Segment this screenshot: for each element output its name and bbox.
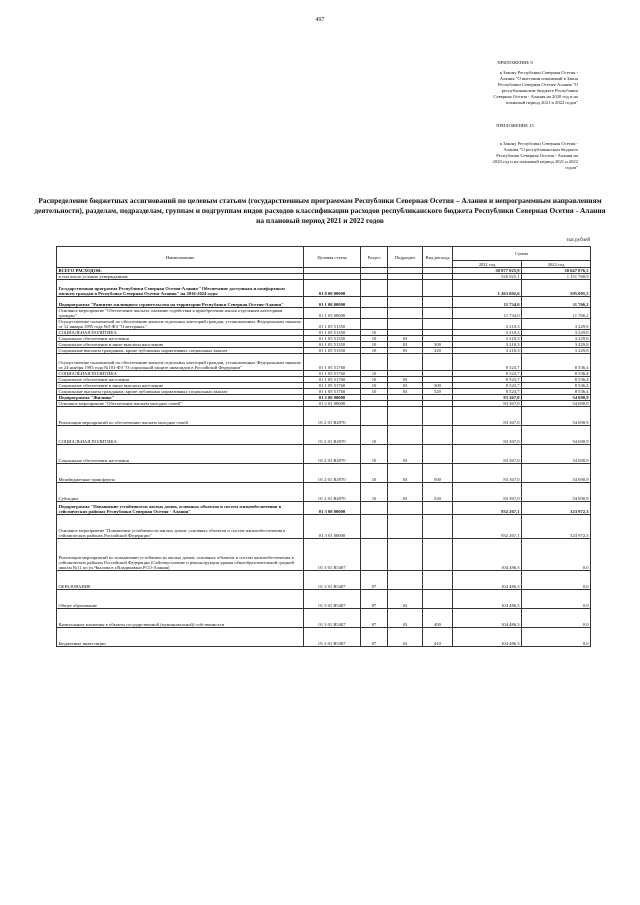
row-subsection: 02 bbox=[388, 609, 423, 628]
table-row bbox=[57, 348, 591, 354]
row-name: Общее образование bbox=[57, 590, 304, 609]
row-section: 10 bbox=[361, 483, 388, 502]
row-sum-2022: 3 229,8 bbox=[522, 330, 591, 336]
row-sum-2021: 3 210,3 bbox=[453, 348, 522, 354]
appendix-8-line: Алания "О внесении изменений в Закон bbox=[499, 76, 578, 81]
row-section: 10 bbox=[361, 426, 388, 445]
row-subsection bbox=[388, 308, 423, 319]
row-sum-2022: 54 690,9 bbox=[522, 464, 591, 483]
table-row bbox=[57, 297, 591, 308]
row-sum-2022: 54 690,9 bbox=[522, 483, 591, 502]
row-target-article: 01 3 01 R5407 bbox=[304, 571, 361, 590]
row-sum-2022: 0,0 bbox=[522, 609, 591, 628]
row-sum-2022: 0,0 bbox=[522, 571, 591, 590]
appendix-15-line: к Закону Республики Северная Осетия - bbox=[499, 141, 578, 146]
row-sum-2021: 932 267,1 bbox=[453, 502, 522, 515]
row-name: Социальное обеспечение населения bbox=[57, 377, 304, 383]
row-name: Подпрограмма "Развитие жилищного строительства на территории Республики Северная Осетия-Алания" bbox=[57, 297, 304, 308]
row-target-article: 01 1 05 51350 bbox=[304, 342, 361, 348]
row-sum-2022: 54 690,9 bbox=[522, 407, 591, 426]
row-sum-2022: 595 005,5 bbox=[522, 280, 591, 297]
table-row bbox=[57, 407, 591, 426]
row-target-article: 01 2 00 00000 bbox=[304, 395, 361, 401]
row-target-article: 01 2 01 R4970 bbox=[304, 445, 361, 464]
row-name: СОЦИАЛЬНАЯ ПОЛИТИКА bbox=[57, 426, 304, 445]
row-name: СОЦИАЛЬНАЯ ПОЛИТИКА bbox=[57, 330, 304, 336]
row-name: Подпрограмма "Жилище" bbox=[57, 395, 304, 401]
row-sum-2021: 8 523,7 bbox=[453, 354, 522, 371]
row-subsection: 02 bbox=[388, 628, 423, 647]
row-section: 10 bbox=[361, 348, 388, 354]
row-subsection: 03 bbox=[388, 483, 423, 502]
row-target-article: 01 1 05 51760 bbox=[304, 371, 361, 377]
row-sum-2022: 1 151 768,9 bbox=[522, 274, 591, 280]
row-subsection bbox=[388, 515, 423, 539]
row-name: Субсидии bbox=[57, 483, 304, 502]
row-sum-2021: 3 210,3 bbox=[453, 319, 522, 330]
row-sum-2022: 0,0 bbox=[522, 628, 591, 647]
row-subsection bbox=[388, 319, 423, 330]
row-sum-2021: 104 486,3 bbox=[453, 590, 522, 609]
row-expense-type: 410 bbox=[423, 628, 453, 647]
row-sum-2022: 3 229,8 bbox=[522, 342, 591, 348]
row-target-article: 01 1 05 51760 bbox=[304, 377, 361, 383]
row-section: 10 bbox=[361, 389, 388, 395]
row-name: Основное мероприятие "Обеспечение жильем молодых семей" bbox=[57, 401, 304, 407]
row-subsection: 03 bbox=[388, 336, 423, 342]
row-target-article: 01 1 05 51760 bbox=[304, 354, 361, 371]
table-row bbox=[57, 502, 591, 515]
row-section: 10 bbox=[361, 371, 388, 377]
row-expense-type bbox=[423, 502, 453, 515]
row-section bbox=[361, 354, 388, 371]
row-sum-2021: 83 367,0 bbox=[453, 426, 522, 445]
row-name: Социальное обеспечение населения bbox=[57, 445, 304, 464]
row-name: Осуществление полномочий по обеспечению жильем отдельных категорий граждан, установленных Федеральным законом от 24 ноября 1995 года №181-ФЗ "О социальной защите инвалидов в Российской Федерации" bbox=[57, 354, 304, 371]
row-name: Реализация мероприятий по повышению устойчивости жилых домов, основных объектов и систем жизнеобеспечения в сейсмических районах Российской Федерации (Сейсмоусиление и реконструкция здания общеобразовательной средней школы №11 по ул.Чкалова в г.Владикавказ РСО-Алания) bbox=[57, 539, 304, 571]
row-section bbox=[361, 539, 388, 571]
row-name: Подпрограмма "Повышение устойчивости жилых домов, основных объектов и систем жизнеобеспечения в сейсмических районах Республики Северная Осетия - Алания" bbox=[57, 502, 304, 515]
table-row bbox=[57, 609, 591, 628]
row-subsection: 03 bbox=[388, 383, 423, 389]
appendix-8-title: ПРИЛОЖЕНИЕ 8 bbox=[497, 60, 533, 65]
row-section bbox=[361, 319, 388, 330]
row-target-article: 01 2 01 R4970 bbox=[304, 407, 361, 426]
table-row bbox=[57, 590, 591, 609]
row-section: 07 bbox=[361, 590, 388, 609]
row-sum-2022: 3 229,8 bbox=[522, 336, 591, 342]
row-target-article: 01 3 01 R5407 bbox=[304, 590, 361, 609]
row-name: Социальное обеспечение и иные выплаты населению bbox=[57, 342, 304, 348]
row-name: Государственная программа Республики Северная Осетия-Алания "Обеспечение доступным и комфортным жильем граждан в Республике Северная Осетия-Алания" на 2016-2024 годы bbox=[57, 280, 304, 297]
row-section: 10 bbox=[361, 336, 388, 342]
row-sum-2021: 104 486,3 bbox=[453, 628, 522, 647]
row-target-article: 01 3 01 R5407 bbox=[304, 609, 361, 628]
row-target-article: 01 2 01 R4970 bbox=[304, 483, 361, 502]
row-sum-2021: 8 523,7 bbox=[453, 371, 522, 377]
appendix-8-line: республиканском бюджете Республики bbox=[501, 88, 578, 93]
row-sum-2022: 0,0 bbox=[522, 590, 591, 609]
row-subsection bbox=[388, 280, 423, 297]
row-sum-2021: 83 367,0 bbox=[453, 464, 522, 483]
header-year-2022: 2022 год bbox=[522, 261, 591, 268]
table-row bbox=[57, 539, 591, 571]
row-expense-type: 400 bbox=[423, 609, 453, 628]
row-section: 07 bbox=[361, 571, 388, 590]
row-name: в том числе условно утвержденные bbox=[57, 274, 304, 280]
row-section: 10 bbox=[361, 383, 388, 389]
row-sum-2022: 30 647 876,5 bbox=[522, 268, 591, 274]
row-subsection: 03 bbox=[388, 445, 423, 464]
table-row bbox=[57, 383, 591, 389]
row-target-article: 01 1 05 51350 bbox=[304, 348, 361, 354]
row-name: Социальное обеспечение и иные выплаты населению bbox=[57, 383, 304, 389]
row-sum-2022: 8 536,4 bbox=[522, 354, 591, 371]
row-sum-2021: 8 523,7 bbox=[453, 389, 522, 395]
page-number: 497 bbox=[315, 17, 325, 23]
row-subsection bbox=[388, 539, 423, 571]
row-sum-2022: 0,0 bbox=[522, 539, 591, 571]
row-sum-2022: 54 690,9 bbox=[522, 426, 591, 445]
row-name: Реализация мероприятий по обеспечению жильем молодых семей bbox=[57, 407, 304, 426]
row-sum-2022: 323 972,3 bbox=[522, 502, 591, 515]
row-sum-2022: 323 972,3 bbox=[522, 515, 591, 539]
row-expense-type bbox=[423, 539, 453, 571]
row-expense-type: 300 bbox=[423, 383, 453, 389]
row-subsection bbox=[388, 502, 423, 515]
row-target-article: 01 2 01 R4970 bbox=[304, 464, 361, 483]
row-sum-2022: 8 536,4 bbox=[522, 389, 591, 395]
unit-label: тыс.рублей bbox=[566, 238, 590, 243]
row-name: СОЦИАЛЬНАЯ ПОЛИТИКА bbox=[57, 371, 304, 377]
row-name: ОБРАЗОВАНИЕ bbox=[57, 571, 304, 590]
appendix-8-line: плановый период 2021 и 2022 годов" bbox=[505, 100, 578, 105]
row-target-article: 01 3 00 00000 bbox=[304, 502, 361, 515]
row-sum-2021: 104 486,3 bbox=[453, 609, 522, 628]
appendix-15-line: Республики Северная Осетия - Алания на bbox=[496, 153, 578, 158]
row-subsection: 03 bbox=[388, 348, 423, 354]
row-expense-type bbox=[423, 426, 453, 445]
row-sum-2022: 54 690,9 bbox=[522, 401, 591, 407]
row-expense-type: 320 bbox=[423, 389, 453, 395]
row-subsection: 03 bbox=[388, 377, 423, 383]
row-sum-2022: 8 536,4 bbox=[522, 383, 591, 389]
row-section: 10 bbox=[361, 342, 388, 348]
row-sum-2021: 83 367,0 bbox=[453, 395, 522, 401]
row-expense-type bbox=[423, 445, 453, 464]
appendix-8-line: к Закону Республики Северная Осетия - bbox=[499, 70, 578, 75]
table-row bbox=[57, 628, 591, 647]
header-section: Раздел bbox=[361, 247, 388, 268]
row-sum-2021: 3 210,3 bbox=[453, 330, 522, 336]
row-target-article: 01 1 05 51350 bbox=[304, 336, 361, 342]
row-expense-type bbox=[423, 308, 453, 319]
row-target-article: 01 3 01 R5407 bbox=[304, 539, 361, 571]
row-expense-type bbox=[423, 319, 453, 330]
header-expense-type: Вид расхода bbox=[423, 247, 453, 268]
row-expense-type bbox=[423, 407, 453, 426]
row-target-article: 01 2 01 00000 bbox=[304, 401, 361, 407]
row-subsection bbox=[388, 297, 423, 308]
header-target-article: Целевая статья bbox=[304, 247, 361, 268]
row-section bbox=[361, 280, 388, 297]
row-expense-type: 320 bbox=[423, 348, 453, 354]
row-sum-2021: 83 367,0 bbox=[453, 407, 522, 426]
row-target-article: 01 0 00 00000 bbox=[304, 280, 361, 297]
row-sum-2021: 8 523,7 bbox=[453, 377, 522, 383]
appendix-15-line: 2020 год и на плановый период 2021 и 2022 bbox=[492, 159, 578, 164]
row-target-article: 01 1 05 51350 bbox=[304, 319, 361, 330]
row-target-article: 01 1 05 51350 bbox=[304, 330, 361, 336]
row-sum-2021: 8 523,7 bbox=[453, 383, 522, 389]
row-name: Социальные выплаты гражданам, кроме публичных нормативных социальных выплат bbox=[57, 348, 304, 354]
row-section: 10 bbox=[361, 330, 388, 336]
row-section bbox=[361, 297, 388, 308]
row-sum-2021: 30 877 025,9 bbox=[453, 268, 522, 274]
table-body bbox=[57, 268, 591, 647]
appendix-8-line: Республики Северная Осетия-Алания "О bbox=[497, 82, 578, 87]
row-section: 10 bbox=[361, 445, 388, 464]
row-target-article: 01 1 05 00000 bbox=[304, 308, 361, 319]
row-target-article: 01 3 01 00000 bbox=[304, 515, 361, 539]
table-row bbox=[57, 483, 591, 502]
row-section: 07 bbox=[361, 609, 388, 628]
row-section: 10 bbox=[361, 464, 388, 483]
table-row bbox=[57, 280, 591, 297]
row-sum-2021: 104 486,3 bbox=[453, 539, 522, 571]
row-subsection bbox=[388, 407, 423, 426]
budget-table bbox=[56, 246, 591, 647]
row-subsection bbox=[388, 571, 423, 590]
row-expense-type: 520 bbox=[423, 483, 453, 502]
row-sum-2021: 526 025,1 bbox=[453, 274, 522, 280]
row-target-article: 01 1 05 51760 bbox=[304, 389, 361, 395]
header-sum: Сумма bbox=[453, 247, 591, 261]
row-sum-2022: 11 766,2 bbox=[522, 297, 591, 308]
table-row bbox=[57, 445, 591, 464]
row-name: Капитальные вложения в объекты государственной (муниципальной) собственности bbox=[57, 609, 304, 628]
table-row bbox=[57, 515, 591, 539]
row-name: Осуществление полномочий по обеспечению жильем отдельных категорий граждан, установленных Федеральным законом от 12 января 1995 года №5-ФЗ "О ветеранах" bbox=[57, 319, 304, 330]
row-target-article: 01 1 05 51760 bbox=[304, 383, 361, 389]
appendix-15-block bbox=[452, 123, 578, 171]
row-sum-2021: 932 267,1 bbox=[453, 515, 522, 539]
row-subsection: 03 bbox=[388, 464, 423, 483]
row-sum-2021: 1 263 692,6 bbox=[453, 280, 522, 297]
header-year-2021: 2021 год bbox=[453, 261, 522, 268]
row-subsection: 03 bbox=[388, 342, 423, 348]
appendix-8-block bbox=[452, 60, 578, 106]
row-sum-2022: 8 536,4 bbox=[522, 371, 591, 377]
row-name: Основное мероприятие "Обеспечение жильем, оказание содействия в приобретении жилья отдельным категориям граждан" bbox=[57, 308, 304, 319]
row-name: Основное мероприятие "Повышение устойчивости жилых домов, основных объектов и систем жизнеобеспечения в сейсмических районах Российской Федерации" bbox=[57, 515, 304, 539]
document-title: Распределение бюджетных ассигнований по целевым статьям (государственным программам Республики Северная Осетия – Алания и непрограммным направлениям деятельности), разделам, подразделам, группам и подгруппам видов расходов классификации расходов республиканского бюджета Республики Северная Осетия - Алания на плановый период 2021 и 2022 годов bbox=[34, 196, 606, 225]
table-row bbox=[57, 426, 591, 445]
table-row bbox=[57, 308, 591, 319]
row-sum-2021: 83 367,0 bbox=[453, 483, 522, 502]
row-target-article: 01 2 01 R4970 bbox=[304, 426, 361, 445]
table-row bbox=[57, 319, 591, 330]
row-name: Бюджетные инвестиции bbox=[57, 628, 304, 647]
appendix-8-line: Северная Осетия - Алания на 2020 год и на bbox=[493, 94, 578, 99]
row-subsection bbox=[388, 426, 423, 445]
row-sum-2021: 3 210,3 bbox=[453, 342, 522, 348]
appendix-15-title: ПРИЛОЖЕНИЕ 15 bbox=[496, 123, 534, 128]
row-sum-2022: 11 766,2 bbox=[522, 308, 591, 319]
appendix-15-line: годов" bbox=[565, 165, 578, 170]
row-section bbox=[361, 502, 388, 515]
row-expense-type bbox=[423, 297, 453, 308]
row-sum-2022: 3 229,8 bbox=[522, 319, 591, 330]
table-row bbox=[57, 354, 591, 371]
row-expense-type bbox=[423, 571, 453, 590]
row-sum-2022: 8 536,4 bbox=[522, 377, 591, 383]
row-sum-2021: 11 734,0 bbox=[453, 308, 522, 319]
header-name: Наименование bbox=[57, 247, 304, 268]
row-sum-2021: 83 367,0 bbox=[453, 401, 522, 407]
row-section bbox=[361, 308, 388, 319]
row-section bbox=[361, 407, 388, 426]
row-sum-2022: 54 690,9 bbox=[522, 395, 591, 401]
row-sum-2021: 83 367,0 bbox=[453, 445, 522, 464]
table-row bbox=[57, 342, 591, 348]
row-expense-type bbox=[423, 354, 453, 371]
row-expense-type: 500 bbox=[423, 464, 453, 483]
row-subsection: 02 bbox=[388, 590, 423, 609]
table-row bbox=[57, 464, 591, 483]
row-name: Межбюджетные трансферты bbox=[57, 464, 304, 483]
row-name: Социальное обеспечение населения bbox=[57, 336, 304, 342]
row-name: Социальные выплаты гражданам, кроме публичных нормативных социальных выплат bbox=[57, 389, 304, 395]
row-section bbox=[361, 515, 388, 539]
row-expense-type bbox=[423, 590, 453, 609]
row-subsection bbox=[388, 354, 423, 371]
row-section: 10 bbox=[361, 377, 388, 383]
row-sum-2021: 104 486,3 bbox=[453, 571, 522, 590]
header-subsection: Подраздел bbox=[388, 247, 423, 268]
row-expense-type bbox=[423, 515, 453, 539]
row-target-article: 01 1 00 00000 bbox=[304, 297, 361, 308]
row-target-article: 01 3 01 R5407 bbox=[304, 628, 361, 647]
row-sum-2022: 54 690,9 bbox=[522, 445, 591, 464]
table-row bbox=[57, 389, 591, 395]
row-subsection: 03 bbox=[388, 389, 423, 395]
row-sum-2022: 3 229,8 bbox=[522, 348, 591, 354]
row-section: 07 bbox=[361, 628, 388, 647]
row-sum-2021: 3 210,3 bbox=[453, 336, 522, 342]
row-expense-type bbox=[423, 280, 453, 297]
row-name: ВСЕГО РАСХОДОВ: bbox=[57, 268, 304, 274]
row-sum-2021: 11 734,0 bbox=[453, 297, 522, 308]
table-row bbox=[57, 571, 591, 590]
row-expense-type: 300 bbox=[423, 342, 453, 348]
appendix-15-line: Алания "О республиканском бюджете bbox=[503, 147, 578, 152]
table-row bbox=[57, 401, 591, 407]
